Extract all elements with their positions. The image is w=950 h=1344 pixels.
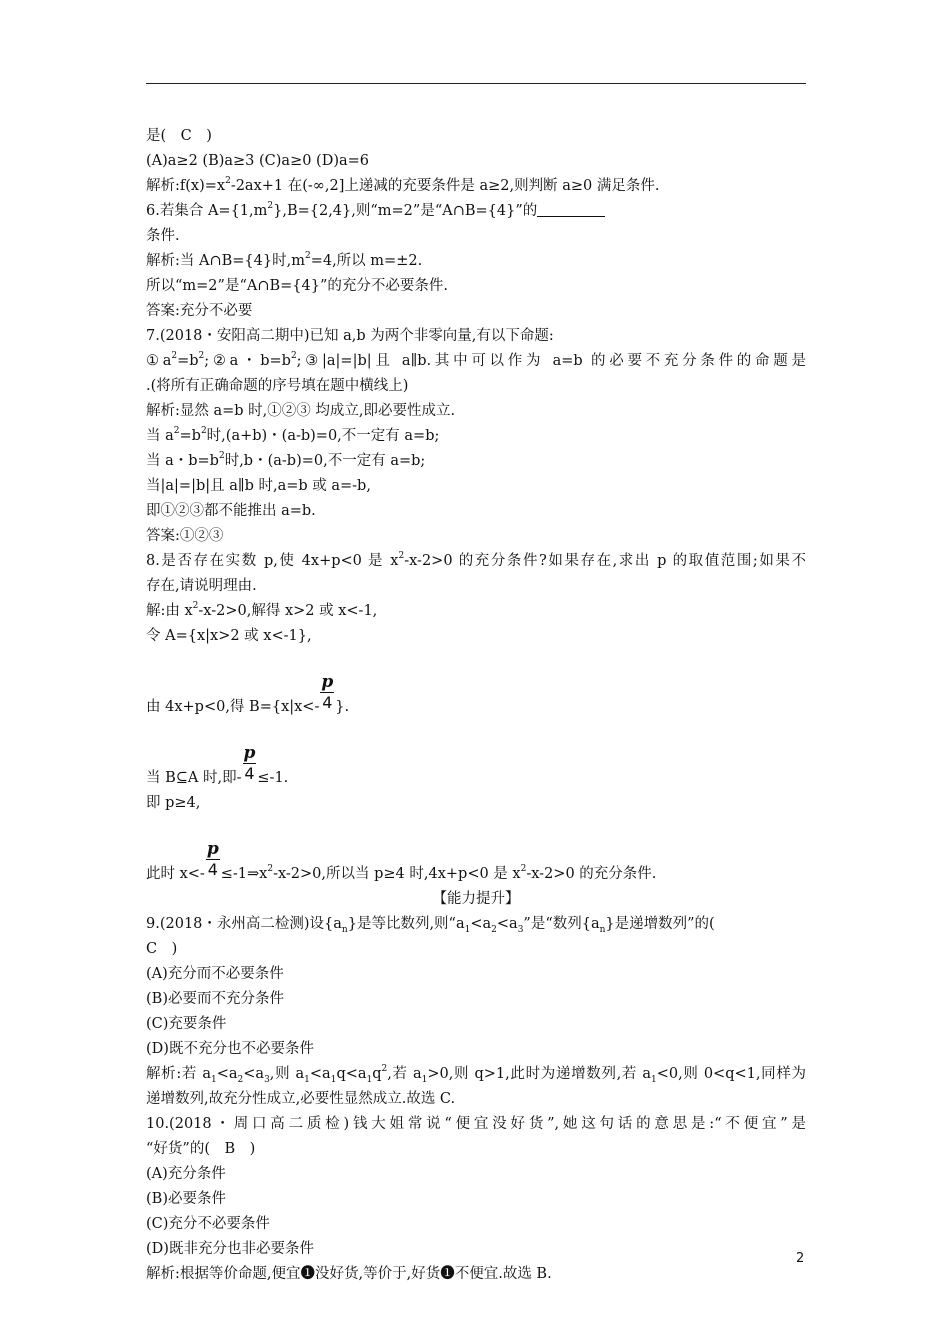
q7-question-cont: .(将所有正确命题的序号填在题中横线上) xyxy=(146,378,409,394)
q8-solution: 解:由 $x^2-x-2>0$,解得 x>2 或 x<-1, xyxy=(146,601,378,619)
q7-propositions: $①a^2=b^2;②a$・$b=b^2;③|a|=|b|$且 a∥b.其中可以作为 a=b 的必要不充分条件的命题是 xyxy=(146,351,806,369)
fraction-p-over-4: $\frac{p}{4}$ xyxy=(243,743,256,783)
q9-option-b: (B)必要而不充分条件 xyxy=(146,991,284,1007)
q9-solution: 解析:若 $a_1<a_2<a_3$,则 $a_1<a_1q<a_1q^2$,若 $a_1>0$,则 q>1,此时为递增数列,若 $a_1<0$,则 0<q<1,同样为 xyxy=(146,1064,806,1085)
q7-solution-line5: 即①②③都不能推出 a=b. xyxy=(146,503,316,519)
document-body xyxy=(146,124,806,1287)
q8-solution-line3: 由 4x+p<0,得 B={x|x<- $\frac{p}{4}$ }. xyxy=(146,672,350,715)
header-rule xyxy=(146,83,806,84)
page-number: 2 xyxy=(796,1251,805,1266)
q7-solution: 解析:显然 a=b 时,①②③ 均成立,即必要性成立. xyxy=(146,403,456,419)
q9-solution-cont: 递增数列,故充分性成立,必要性显然成立.故选 C. xyxy=(146,1091,456,1107)
q10-option-b: (B)必要条件 xyxy=(146,1191,226,1207)
q8-solution-line6: 此时 x<- $\frac{p}{4}$ $\le-1\Rightarrow x^2-x-2>0$,所以当 p≥4 时,4x+p<0 是 $x^2-x-2>0$ 的充分条件. xyxy=(146,839,657,882)
q6-question-cont: 条件. xyxy=(146,228,180,244)
q7-solution-line2: 当 $a^2=b^2$时,(a+b)・(a-b)=0,不一定有 a=b; xyxy=(146,426,440,444)
q10-option-a: (A)充分条件 xyxy=(146,1166,226,1182)
q6-solution: 解析:当 A∩B={4}时$,m^2=4$,所以 m=±2. xyxy=(146,251,423,269)
answer-choice-line: 是( C ) xyxy=(146,128,212,144)
q8-solution-line2: 令 A={x|x>2 或 x<-1}, xyxy=(146,628,312,644)
q7-answer: 答案:①②③ xyxy=(146,528,224,544)
answer-blank xyxy=(537,202,605,217)
q6-solution-cont: 所以“m=2”是“A∩B={4}”的充分不必要条件. xyxy=(146,278,448,294)
q8-solution-line5: 即 p≥4, xyxy=(146,795,201,811)
q6-answer: 答案:充分不必要 xyxy=(146,303,253,319)
q10-question-cont: “好货”的( B ) xyxy=(146,1141,256,1157)
q10-option-d: (D)既非充分也非必要条件 xyxy=(146,1241,314,1257)
q9-option-c: (C)充要条件 xyxy=(146,1016,227,1032)
q5-options: (A)a≥2 (B)a≥3 (C)a≥0 (D)a=6 xyxy=(146,153,370,169)
q9-answer-choice: C ) xyxy=(146,941,178,957)
q5-solution: 解析$:f(x)=x^2-2ax+1$ 在(-∞,2]上递减的充要条件是 a≥2,则判断 a≥0 满足条件. xyxy=(146,176,660,194)
q7-solution-line3: 当 a・$b=b^2$时,b・(a-b)=0,不一定有 a=b; xyxy=(146,451,426,469)
q9-question: 9.(2018・永州高二检测)设$\{a_n\}$是等比数列,则“$a_1<a_2<a_3$”是“数列$\{a_n\}$是递增数列”的( xyxy=(146,916,715,935)
q8-solution-line4: 当 B⊆A 时,即- $\frac{p}{4}$ ≤-1. xyxy=(146,743,289,786)
q8-question-cont: 存在,请说明理由. xyxy=(146,578,257,594)
q8-question: 8.是否存在实数 p,使 4x+p<0 是 $x^2-x-2>0$ 的充分条件?如果存在,求出 p 的取值范围;如果不 xyxy=(146,551,806,569)
q10-question: 10.(2018・周口高二质检)钱大姐常说“便宜没好货”,她这句话的意思是:“不便宜”是 xyxy=(146,1116,806,1132)
q9-option-d: (D)既不充分也不必要条件 xyxy=(146,1041,314,1057)
q10-option-c: (C)充分不必要条件 xyxy=(146,1216,270,1232)
q6-question: 6.若集合 $A=\{1,m^2\},B=\{2,4\}$,则“m=2”是“A∩B={4}”的 xyxy=(146,199,806,224)
section-heading: 【能力提升】 xyxy=(432,891,520,907)
q9-option-a: (A)充分而不必要条件 xyxy=(146,966,284,982)
q10-solution: 解析:根据等价命题,便宜➊没好货,等价于,好货➊不便宜.故选 B. xyxy=(146,1266,552,1282)
fraction-p-over-4: $\frac{p}{4}$ xyxy=(206,839,219,879)
fraction-p-over-4: $\frac{p}{4}$ xyxy=(321,672,334,712)
q7-solution-line4: 当|a|=|b|且 a∥b 时,a=b 或 a=-b, xyxy=(146,478,371,494)
q7-question: 7.(2018・安阳高二期中)已知 a,b 为两个非零向量,有以下命题: xyxy=(146,328,554,344)
